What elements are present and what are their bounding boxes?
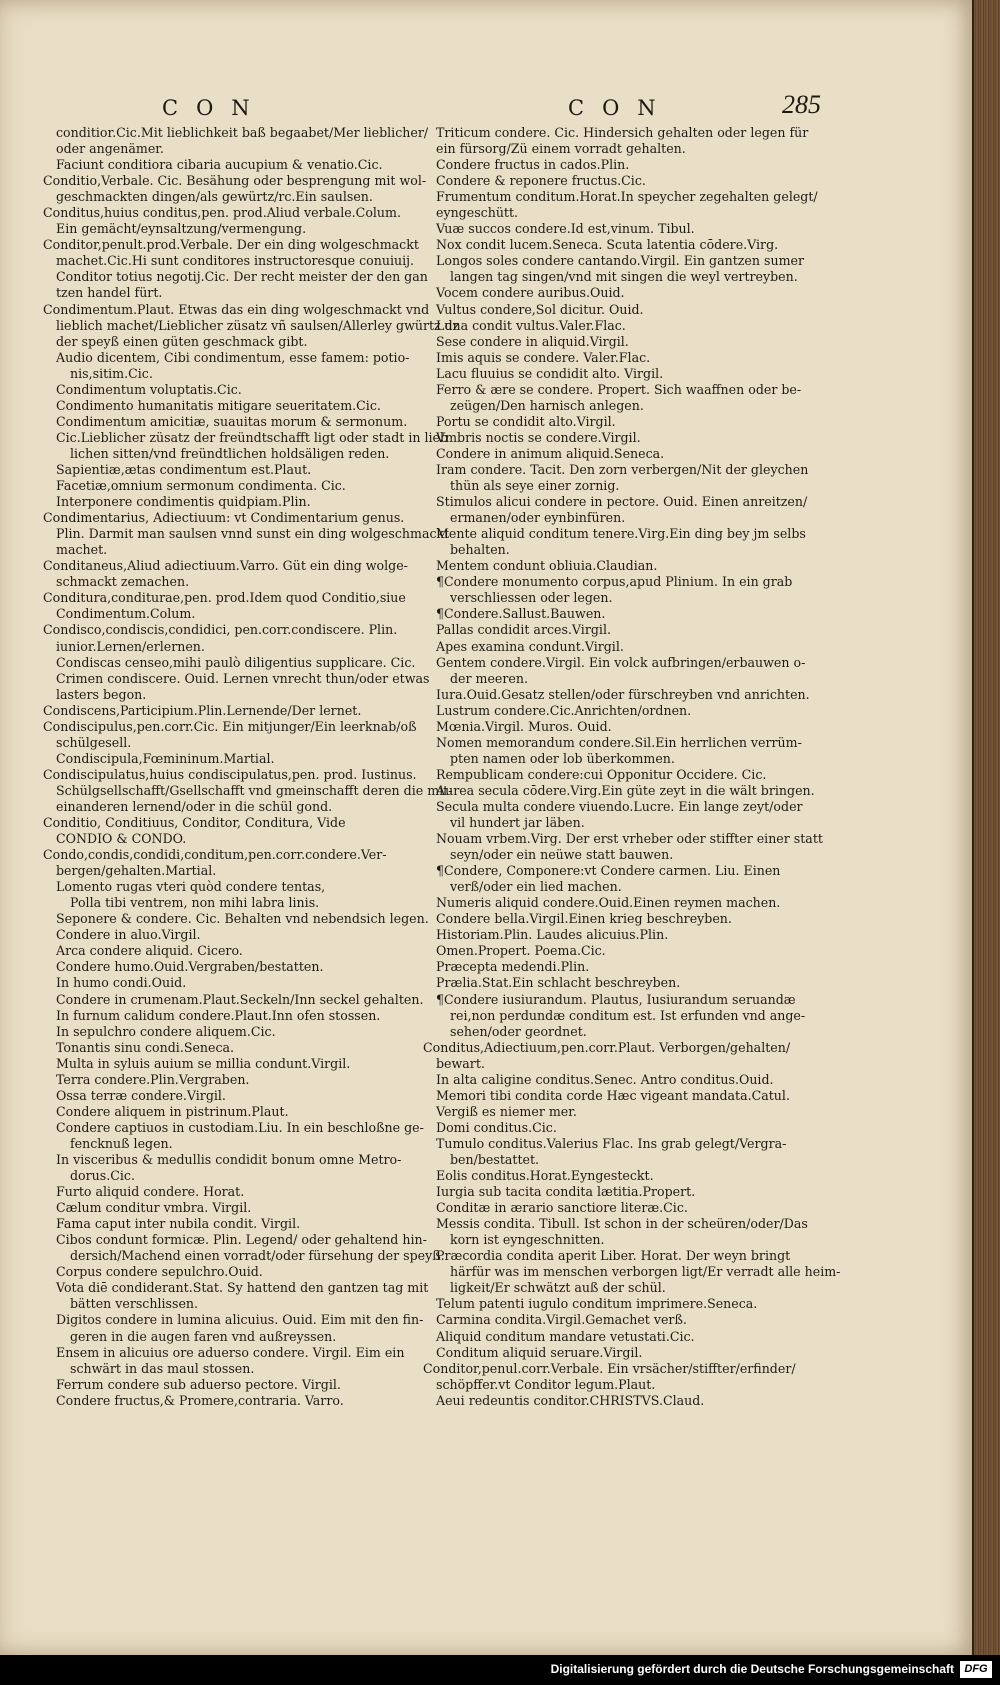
text-line: Condimentum amicitiæ, suauitas morum & sermonum. — [56, 413, 408, 429]
text-line: der meeren. — [450, 670, 528, 686]
text-line: Cic.Lieblicher züsatz der freündtschafft ligt oder stadt in lieb — [56, 429, 449, 445]
text-line: Condimentum.Colum. — [56, 606, 196, 622]
text-line: Vergiß es niemer mer. — [436, 1103, 577, 1119]
text-line: bätten verschlissen. — [70, 1296, 199, 1312]
text-line: machet.Cic.Hi sunt conditores instructoresque conuiuij. — [56, 253, 415, 269]
text-line: Condimentarius, Adiectiuum: vt Condimentarium genus. — [43, 510, 405, 526]
text-line: ligkeit/Er schwätzt auß der schül. — [450, 1280, 666, 1296]
text-line: Conditus,Adiectiuum,pen.corr.Plaut. Verborgen/gehalten/ — [423, 1039, 791, 1055]
text-line: bewart. — [436, 1055, 485, 1071]
text-line: ermanen/oder eynbinfüren. — [450, 510, 626, 526]
text-line: vil hundert jar läben. — [450, 815, 585, 831]
text-line: Tonantis sinu condi.Seneca. — [56, 1039, 235, 1055]
text-line: Ferrum condere sub aduerso pectore. Virgil. — [56, 1376, 341, 1392]
text-line: rei,non perdundæ conditum est. Ist erfunden vnd ange- — [450, 1007, 806, 1023]
text-line: dersich/Machend einen vorradt/oder fürsehung der speyß. — [70, 1248, 445, 1264]
text-line: Luna condit vultus.Valer.Flac. — [436, 317, 626, 333]
text-line: Conditor,penul.corr.Verbale. Ein vrsächer/stiffter/erfinder/ — [423, 1360, 796, 1376]
text-line: Conditor totius negotij.Cic. Der recht meister der den gan — [56, 269, 428, 285]
text-line: einanderen lernend/oder in die schül gond. — [56, 798, 333, 814]
text-line: Ferro & ære se condere. Propert. Sich waaffnen oder be- — [436, 381, 802, 397]
text-line: Cælum conditur vmbra. Virgil. — [56, 1200, 252, 1216]
text-line: Condisco,condiscis,condidici, pen.corr.condiscere. Plin. — [43, 622, 398, 638]
text-line: Condere in crumenam.Plaut.Seckeln/Inn seckel gehalten. — [56, 991, 424, 1007]
text-line: Telum patenti iugulo conditum imprimere.Seneca. — [436, 1296, 758, 1312]
text-line: zeügen/Den harnisch anlegen. — [450, 397, 644, 413]
text-line: Iram condere. Tacit. Den zorn verbergen/Nit der gleychen — [436, 461, 809, 477]
text-line: Secula multa condere viuendo.Lucre. Ein lange zeyt/oder — [436, 798, 803, 814]
text-line: pten namen oder lob überkommen. — [450, 750, 675, 766]
text-line: Prælia.Stat.Ein schlacht beschreyben. — [436, 975, 681, 991]
text-line: tzen handel fürt. — [56, 285, 163, 301]
running-header-left: CON — [162, 96, 268, 120]
text-line: Messis condita. Tibull. Ist schon in der scheüren/oder/Das — [436, 1216, 808, 1232]
text-line: Cibos condunt formicæ. Plin. Legend/ oder gehaltend hin- — [56, 1232, 427, 1248]
text-line: Plin. Darmit man saulsen vnnd sunst ein ding wolgeschmackt — [56, 526, 450, 542]
text-line: Condiscas censeo,mihi paulò diligentius supplicare. Cic. — [56, 654, 416, 670]
text-line: korn ist eyngeschnitten. — [450, 1232, 605, 1248]
text-line: Condiscens,Participium.Plin.Lernende/Der lernet. — [43, 702, 362, 718]
text-line: Omen.Propert. Poema.Cic. — [436, 943, 606, 959]
text-line: Conditio,Verbale. Cic. Besähung oder besprengung mit wol- — [43, 173, 427, 189]
text-line: In alta caligine conditus.Senec. Antro conditus.Ouid. — [436, 1071, 774, 1087]
text-line: Ein gemächt/eynsaltzung/vermengung. — [56, 221, 307, 237]
text-line: behalten. — [450, 542, 510, 558]
text-line: Condimento humanitatis mitigare seueritatem.Cic. — [56, 397, 381, 413]
text-line: Sese condere in aliquid.Virgil. — [436, 333, 629, 349]
text-line: nis,sitim.Cic. — [70, 365, 153, 381]
text-line: eyngeschütt. — [436, 205, 519, 221]
text-line: Mœnia.Virgil. Muros. Ouid. — [436, 718, 612, 734]
text-line: ein fürsorg/Zü einem vorradt gehalten. — [436, 141, 686, 157]
text-line: Rempublicam condere:cui Opponitur Occidere. Cic. — [436, 766, 767, 782]
text-line: geschmackten dingen/als gewürtz/rc.Ein saulsen. — [56, 189, 373, 205]
text-line: In visceribus & medullis condidit bonum omne Metro- — [56, 1152, 402, 1167]
text-line: lichen sitten/vnd freündtlichen holdsäligen reden. — [70, 445, 390, 461]
text-line: langen tag singen/vnd mit singen die weyl vertreyben. — [450, 269, 798, 285]
text-line: Mente aliquid conditum tenere.Virg.Ein ding bey jm selbs — [436, 526, 806, 542]
text-line: Digitos condere in lumina alicuius. Ouid. Eim mit den fin- — [56, 1312, 424, 1328]
text-line: Furto aliquid condere. Horat. — [56, 1184, 245, 1200]
right-column — [423, 125, 843, 1409]
text-line: Mentem condunt obliuia.Claudian. — [436, 558, 658, 574]
text-line: In sepulchro condere aliquem.Cic. — [56, 1023, 276, 1039]
running-header-right: CON — [568, 96, 674, 120]
text-line: Facetiæ,omnium sermonum condimenta. Cic. — [56, 478, 346, 494]
text-line: Vmbris noctis se condere.Virgil. — [436, 429, 641, 445]
text-line: Audio dicentem, Cibi condimentum, esse famem: potio- — [56, 349, 410, 365]
text-line: Condere aliquem in pistrinum.Plaut. — [56, 1103, 289, 1119]
text-line: ¶Condere monumento corpus,apud Plinium. In ein grab — [436, 574, 793, 590]
text-line: Memori tibi condita corde Hæc vigeant mandata.Catul. — [436, 1087, 790, 1103]
text-line: schülgesell. — [56, 734, 132, 750]
text-line: Condiscipula,Fœmininum.Martial. — [56, 750, 275, 766]
text-line: Aurea secula cōdere.Virg.Ein güte zeyt in die wält bringen. — [436, 782, 815, 798]
text-line: Multa in syluis auium se millia condunt.Virgil. — [56, 1055, 351, 1071]
text-line: ben/bestattet. — [450, 1152, 540, 1167]
text-line: lieblich machet/Lieblicher züsatz vñ saulsen/Allerley gwürtz dz — [56, 317, 460, 333]
text-line: Lacu fluuius se condidit alto. Virgil. — [436, 365, 664, 381]
text-line: Condere fructus,& Promere,contraria. Varro. — [56, 1392, 344, 1408]
footer-credit: Digitalisierung gefördert durch die Deutsche Forschungsgemeinschaft — [550, 1662, 954, 1676]
text-line: Longos soles condere cantando.Virgil. Ein gantzen sumer — [436, 253, 804, 269]
text-line: Condere bella.Virgil.Einen krieg beschreyben. — [436, 911, 732, 927]
text-line: Condere & reponere fructus.Cic. — [436, 173, 646, 189]
text-line: Sapientiæ,ætas condimentum est.Plaut. — [56, 461, 312, 477]
text-line: Historiam.Plin. Laudes alicuius.Plin. — [436, 927, 669, 943]
text-line: Gentem condere.Virgil. Ein volck aufbringen/erbauwen o- — [436, 654, 806, 670]
text-line: bergen/gehalten.Martial. — [56, 863, 217, 879]
text-line: Interponere condimentis quidpiam.Plin. — [56, 494, 311, 510]
text-line: Condimentum.Plaut. Etwas das ein ding wolgeschmackt vnd — [43, 301, 430, 317]
text-line: Iura.Ouid.Gesatz stellen/oder fürschreyben vnd anrichten. — [436, 686, 810, 702]
text-line: Conditio, Conditiuus, Conditor, Conditura, Vide — [43, 815, 346, 831]
text-line: der speyß einen güten geschmack gibt. — [56, 333, 308, 349]
text-line: Condimentum voluptatis.Cic. — [56, 381, 242, 397]
text-line: Schülgsellschafft/Gsellschafft vnd gmeinschafft deren die mit- — [56, 782, 453, 798]
text-line: Eolis conditus.Horat.Eyngesteckt. — [436, 1168, 654, 1184]
text-line: Condo,condis,condidi,conditum,pen.corr.condere.Ver- — [43, 847, 387, 863]
text-line: Præcepta medendi.Plin. — [436, 959, 590, 975]
text-line: Condiscipulatus,huius condiscipulatus,pen. prod. Iustinus. — [43, 766, 417, 782]
text-line: Conditum aliquid seruare.Virgil. — [436, 1344, 643, 1360]
text-line: Terra condere.Plin.Vergraben. — [56, 1071, 250, 1087]
text-line: Crimen condiscere. Ouid. Lernen vnrecht thun/oder etwas — [56, 670, 430, 686]
text-line: Polla tibi ventrem, non mihi labra linis. — [70, 895, 320, 911]
text-line: verß/oder ein lied machen. — [450, 879, 622, 895]
text-line: ¶Condere iusiurandum. Plautus, Iusiurandum seruandæ — [436, 991, 796, 1007]
text-line: Condere fructus in cados.Plin. — [436, 157, 630, 173]
text-line: schöpffer.vt Conditor legum.Plaut. — [436, 1376, 656, 1392]
footer-bar — [0, 1655, 1000, 1685]
text-line: Vultus condere,Sol dicitur. Ouid. — [436, 301, 644, 317]
page-number: 285 — [782, 90, 821, 119]
text-line: In furnum calidum condere.Plaut.Inn ofen stossen. — [56, 1007, 381, 1023]
text-line: Seponere & condere. Cic. Behalten vnd nebendsich legen. — [56, 911, 429, 927]
text-line: thün als seye einer zornig. — [450, 478, 620, 494]
text-line: CONDIO & CONDO. — [56, 831, 187, 847]
text-line: seyn/oder ein neüwe statt bauwen. — [450, 847, 674, 863]
text-line: Carmina condita.Virgil.Gemachet verß. — [436, 1312, 687, 1328]
text-line: fencknuß legen. — [70, 1135, 173, 1151]
text-line: Præcordia condita aperit Liber. Horat. Der weyn bringt — [436, 1248, 791, 1264]
text-line: dorus.Cic. — [70, 1168, 135, 1184]
text-line: Frumentum conditum.Horat.In speycher zegehalten gelegt/ — [436, 189, 818, 205]
text-line: Vuæ succos condere.Id est,vinum. Tibul. — [436, 221, 695, 237]
text-line: Apes examina condunt.Virgil. — [436, 638, 624, 654]
text-line: sehen/oder geordnet. — [450, 1023, 587, 1039]
text-line: Condere captiuos in custodiam.Liu. In ein beschloßne ge- — [56, 1119, 424, 1135]
text-line: Ossa terræ condere.Virgil. — [56, 1087, 226, 1103]
text-line: Condere in animum aliquid.Seneca. — [436, 445, 665, 461]
text-line: härfür was im menschen verborgen ligt/Er verradt alle heim- — [450, 1264, 841, 1280]
text-line: Conditæ in ærario sanctiore literæ.Cic. — [436, 1200, 688, 1216]
text-line: schmackt zemachen. — [56, 574, 190, 590]
text-line: Conditaneus,Aliud adiectiuum.Varro. Güt ein ding wolge- — [43, 558, 408, 574]
text-line: Imis aquis se condere. Valer.Flac. — [436, 349, 651, 365]
text-line: Numeris aliquid condere.Ouid.Einen reymen machen. — [436, 895, 781, 911]
text-line: ¶Condere, Componere:vt Condere carmen. Liu. Einen — [436, 863, 781, 879]
dfg-logo: DFG — [960, 1661, 992, 1678]
text-line: Fama caput inter nubila condit. Virgil. — [56, 1216, 301, 1232]
text-line: Lomento rugas vteri quòd condere tentas, — [56, 879, 326, 895]
text-line: geren in die augen faren vnd außreyssen. — [70, 1328, 337, 1344]
text-line: Vota diē condiderant.Stat. Sy hattend den gantzen tag mit — [56, 1280, 429, 1296]
text-line: Condere in aluo.Virgil. — [56, 927, 201, 943]
text-line: Lustrum condere.Cic.Anrichten/ordnen. — [436, 702, 692, 718]
text-line: Condere humo.Ouid.Vergraben/bestatten. — [56, 959, 324, 975]
text-line: Faciunt conditiora cibaria aucupium & venatio.Cic. — [56, 157, 383, 173]
text-line: Aeui redeuntis conditor.CHRISTVS.Claud. — [436, 1392, 705, 1408]
text-line: machet. — [56, 542, 108, 558]
text-line: verschliessen oder legen. — [450, 590, 613, 606]
text-line: Aliquid conditum mandare vetustati.Cic. — [436, 1328, 695, 1344]
text-line: ¶Condere.Sallust.Bauwen. — [436, 606, 606, 622]
text-line: Iurgia sub tacita condita lætitia.Propert. — [436, 1184, 696, 1200]
text-line: iunior.Lernen/erlernen. — [56, 638, 205, 654]
text-line: Triticum condere. Cic. Hindersich gehalten oder legen für — [436, 125, 809, 140]
text-line: Nox condit lucem.Seneca. Scuta latentia cōdere.Virg. — [436, 237, 779, 253]
text-line: conditior.Cic.Mit lieblichkeit baß begaabet/Mer lieblicher/ — [56, 125, 429, 140]
text-line: In humo condi.Ouid. — [56, 975, 187, 991]
left-column — [43, 125, 460, 1409]
text-line: Ensem in alicuius ore aduerso condere. Virgil. Eim ein — [56, 1344, 405, 1360]
text-line: Stimulos alicui condere in pectore. Ouid. Einen anreitzen/ — [436, 494, 808, 510]
text-line: Arca condere aliquid. Cicero. — [56, 943, 243, 959]
text-line: Pallas condidit arces.Virgil. — [436, 622, 611, 638]
text-line: Vocem condere auribus.Ouid. — [436, 285, 625, 301]
text-line: Portu se condidit alto.Virgil. — [436, 413, 616, 429]
text-line: oder angenämer. — [56, 141, 164, 157]
text-line: Corpus condere sepulchro.Ouid. — [56, 1264, 263, 1280]
text-line: Conditura,conditurae,pen. prod.Idem quod Conditio,siue — [43, 590, 406, 606]
book-page-edges — [972, 0, 1000, 1655]
text-line: Condiscipulus,pen.corr.Cic. Ein mitjunger/Ein leerknab/oß — [43, 718, 417, 734]
text-line: Nomen memorandum condere.Sil.Ein herrlichen verrüm- — [436, 734, 802, 750]
text-line: lasters begon. — [56, 686, 147, 702]
text-line: Conditus,huius conditus,pen. prod.Aliud verbale.Colum. — [43, 205, 401, 221]
text-line: schwärt in das maul stossen. — [70, 1360, 255, 1376]
text-line: Tumulo conditus.Valerius Flac. Ins grab gelegt/Vergra- — [436, 1135, 787, 1151]
text-line: Conditor,penult.prod.Verbale. Der ein ding wolgeschmackt — [43, 237, 419, 253]
text-line: Domi conditus.Cic. — [436, 1119, 557, 1135]
text-line: Nouam vrbem.Virg. Der erst vrheber oder stiffter einer statt — [436, 831, 823, 847]
